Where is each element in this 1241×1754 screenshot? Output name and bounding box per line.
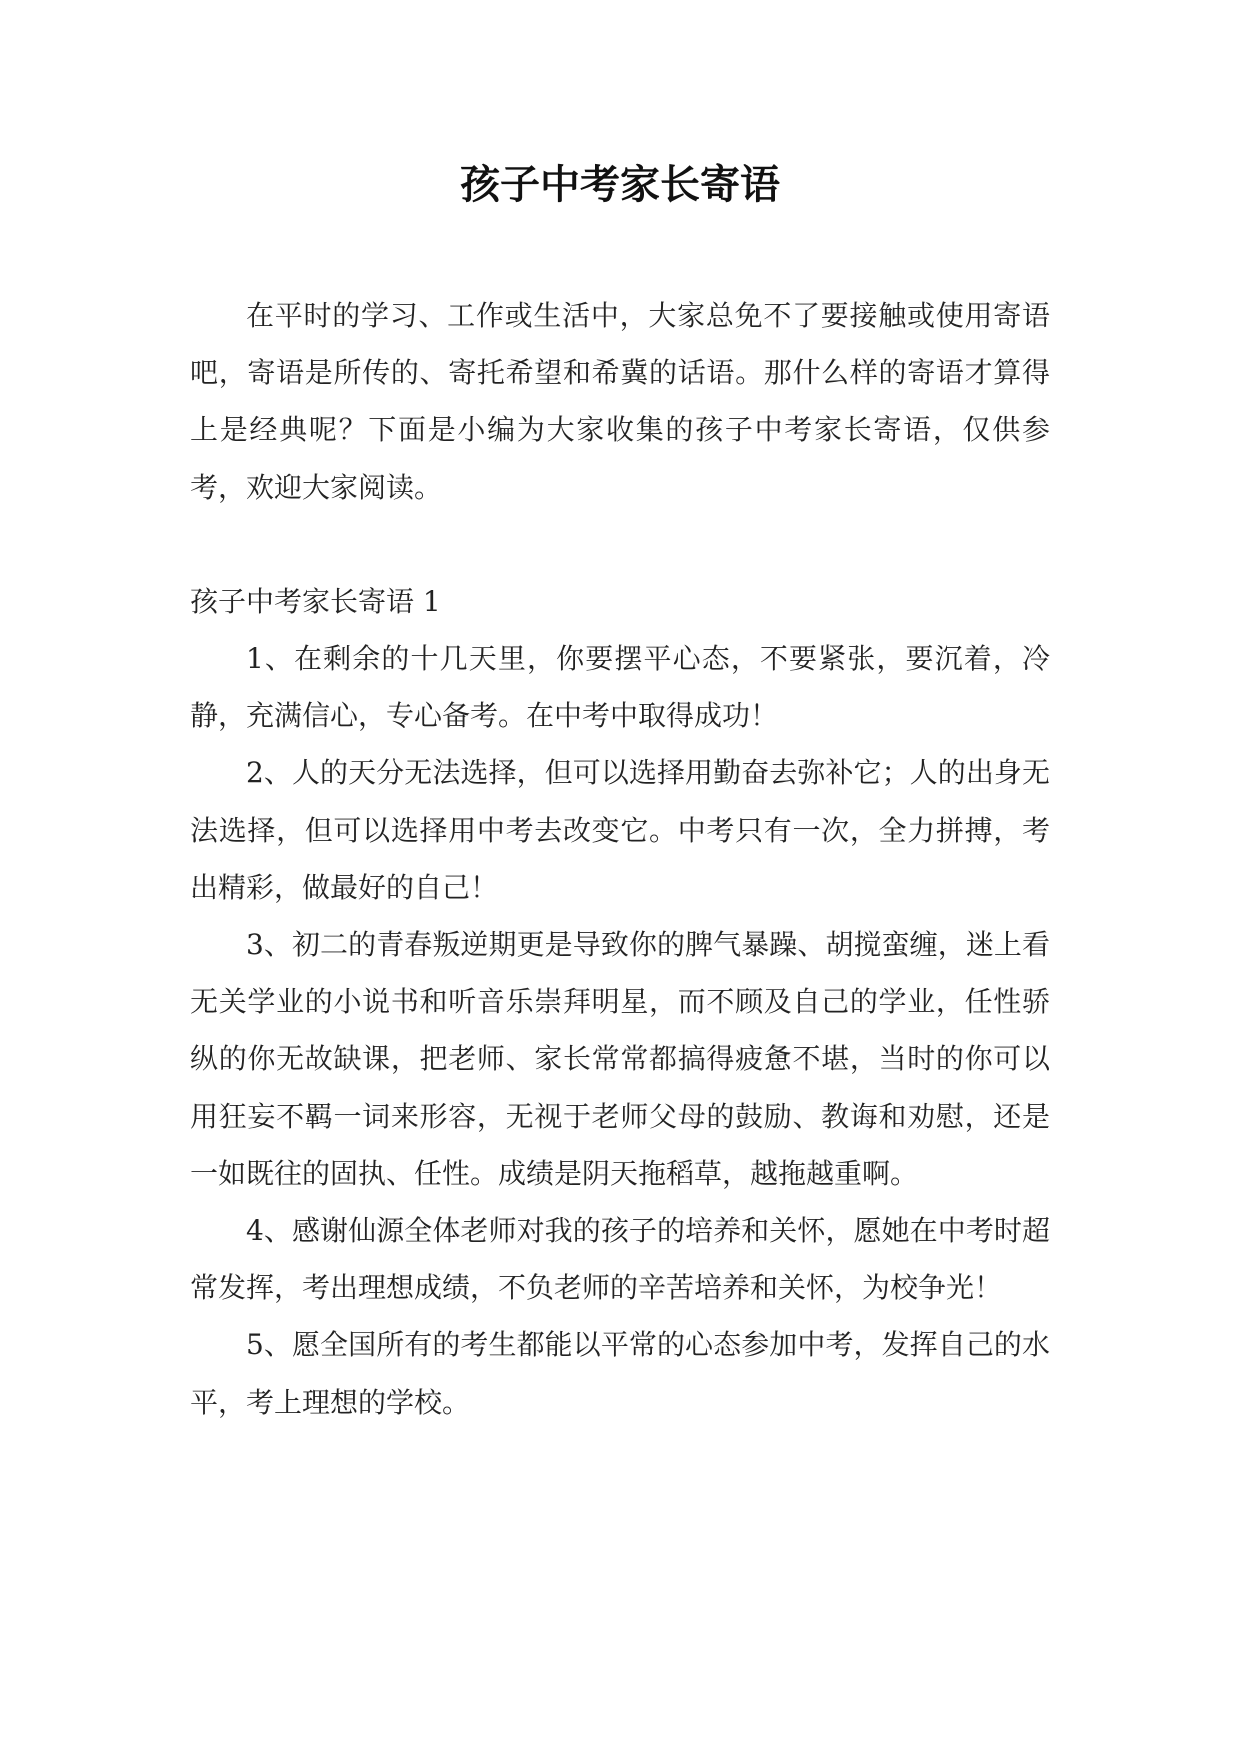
document-title: 孩子中考家长寄语 <box>460 162 780 208</box>
list-item: 3、初二的青春叛逆期更是导致你的脾气暴躁、胡搅蛮缠，迷上看无关学业的小说书和听音乐崇拜明星，而不顾及自己的学业，任性骄纵的你无故缺课，把老师、家长常常都搞得疲惫不堪，当时的你可以用狂妄不羁一词来形容，无视于老师父母的鼓励、教诲和劝慰，还是一如既往的固执、任性。成绩是阴天拖稻草，越拖越重啊。 <box>190 928 1050 1190</box>
list-item: 1、在剩余的十几天里，你要摆平心态，不要紧张，要沉着，冷静，充满信心，专心备考。在中考中取得成功！ <box>190 642 1050 733</box>
list-item: 2、人的天分无法选择，但可以选择用勤奋去弥补它；人的出身无法选择，但可以选择用中考去改变它。中考只有一次，全力拼搏，考出精彩，做最好的自己！ <box>190 756 1050 904</box>
section-heading: 孩子中考家长寄语 1 <box>190 584 441 618</box>
document-body <box>190 287 1050 1431</box>
intro-paragraph: 在平时的学习、工作或生活中，大家总免不了要接触或使用寄语吧，寄语是所传的、寄托希望和希冀的话语。那什么样的寄语才算得上是经典呢？下面是小编为大家收集的孩子中考家长寄语，仅供参考，欢迎大家阅读。 <box>190 299 1050 504</box>
list-item: 4、感谢仙源全体老师对我的孩子的培养和关怀，愿她在中考时超常发挥，考出理想成绩，不负老师的辛苦培养和关怀，为校争光！ <box>190 1214 1050 1305</box>
list-item: 5、愿全国所有的考生都能以平常的心态参加中考，发挥自己的水平，考上理想的学校。 <box>190 1328 1050 1419</box>
